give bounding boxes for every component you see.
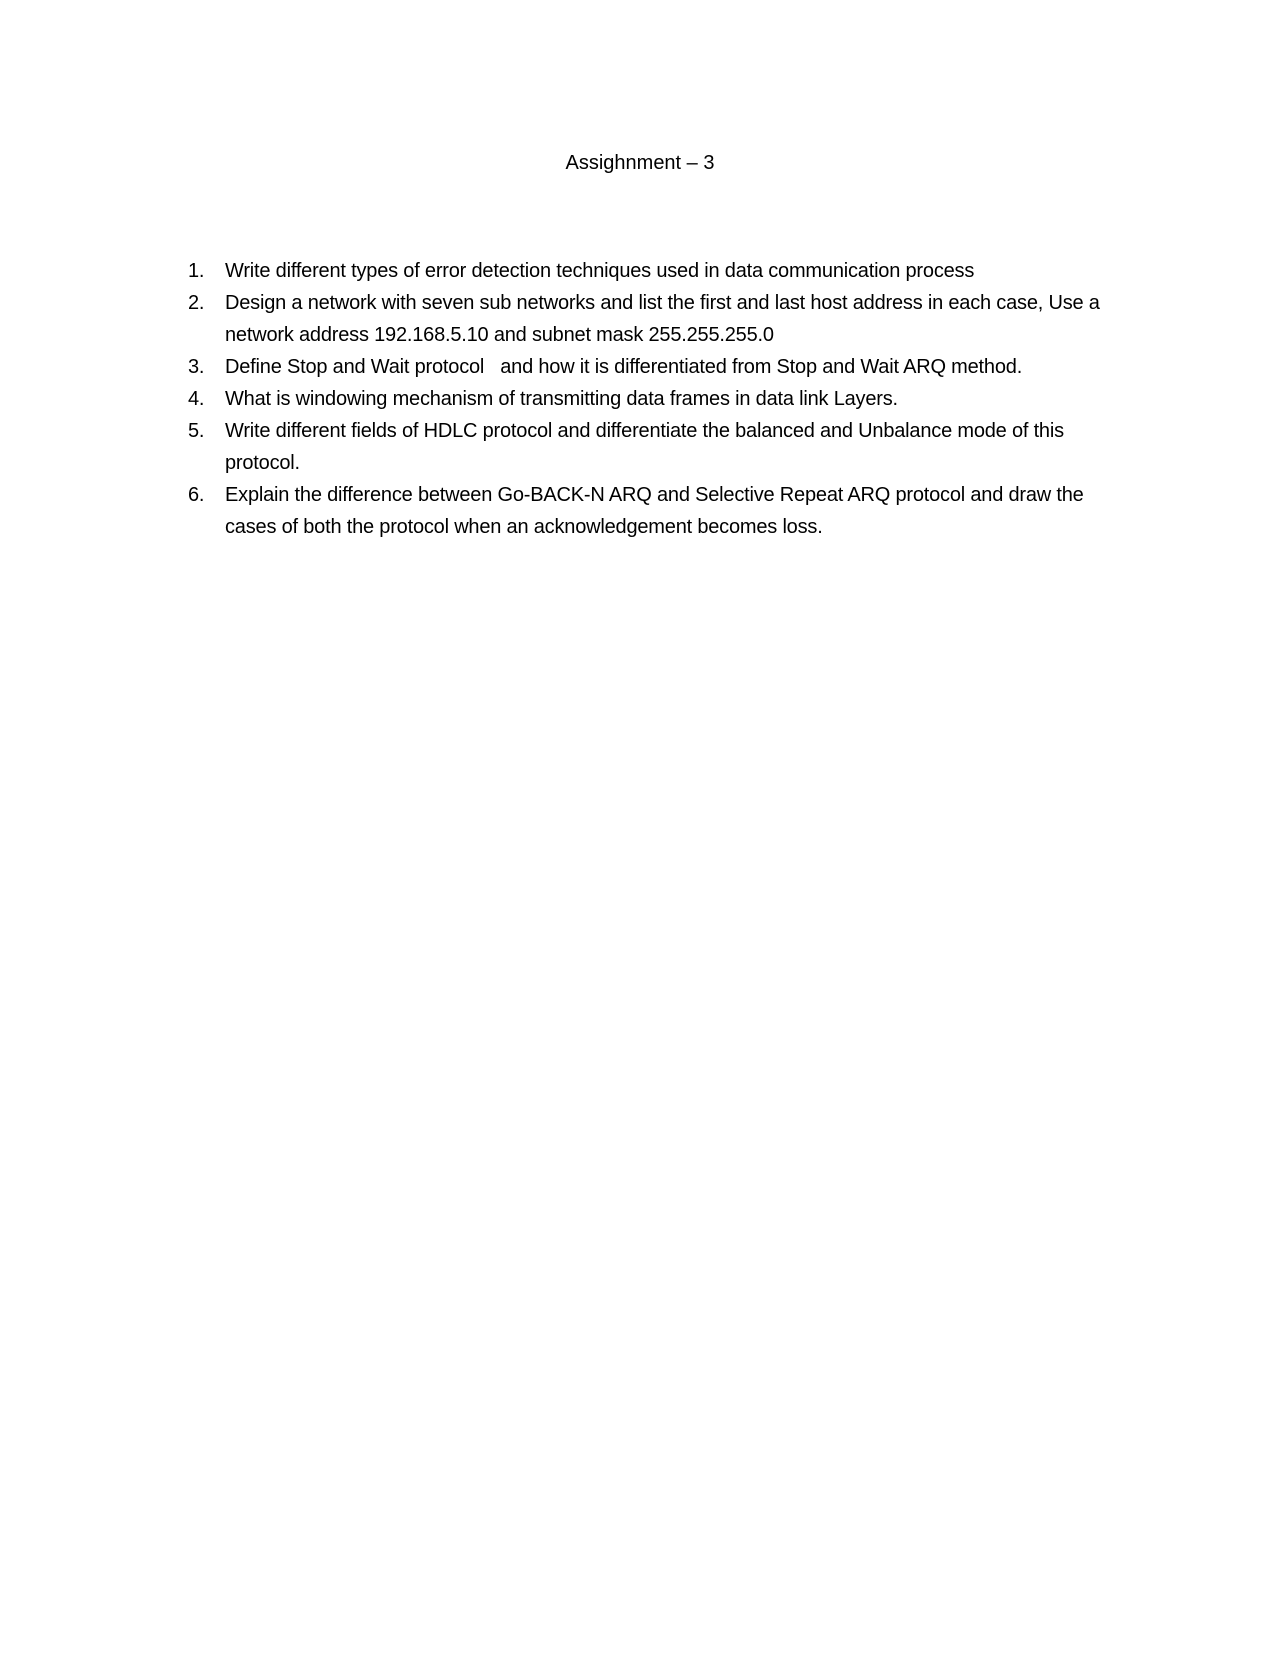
question-item [188, 351, 1108, 383]
document-title: Assighnment – 3 [565, 152, 715, 174]
question-text: What is windowing mechanism of transmitting data frames in data link Layers. [225, 388, 898, 410]
question-item [188, 287, 1108, 351]
question-item [188, 383, 1108, 415]
question-number: 2. [188, 292, 205, 314]
question-number: 3. [188, 356, 205, 378]
question-number: 5. [188, 420, 205, 442]
question-text: Explain the difference between Go-BACK-N ARQ and Selective Repeat ARQ protocol and draw the cases of both the protocol when an acknowledgement becomes loss. [225, 484, 1084, 538]
question-text: Define Stop and Wait protocol and how it is differentiated from Stop and Wait ARQ method. [225, 356, 1023, 378]
question-number: 1. [188, 260, 205, 282]
question-item [188, 255, 1108, 287]
question-text: Design a network with seven sub networks and list the first and last host address in each case, Use a network address 192.168.5.10 and subnet mask 255.255.255.0 [225, 292, 1100, 346]
question-text: Write different fields of HDLC protocol and differentiate the balanced and Unbalance mode of this protocol. [225, 420, 1064, 474]
question-list [188, 255, 1108, 543]
question-number: 4. [188, 388, 205, 410]
question-text: Write different types of error detection techniques used in data communication process [225, 260, 975, 282]
question-number: 6. [188, 484, 205, 506]
question-item [188, 479, 1108, 543]
question-item [188, 415, 1108, 479]
